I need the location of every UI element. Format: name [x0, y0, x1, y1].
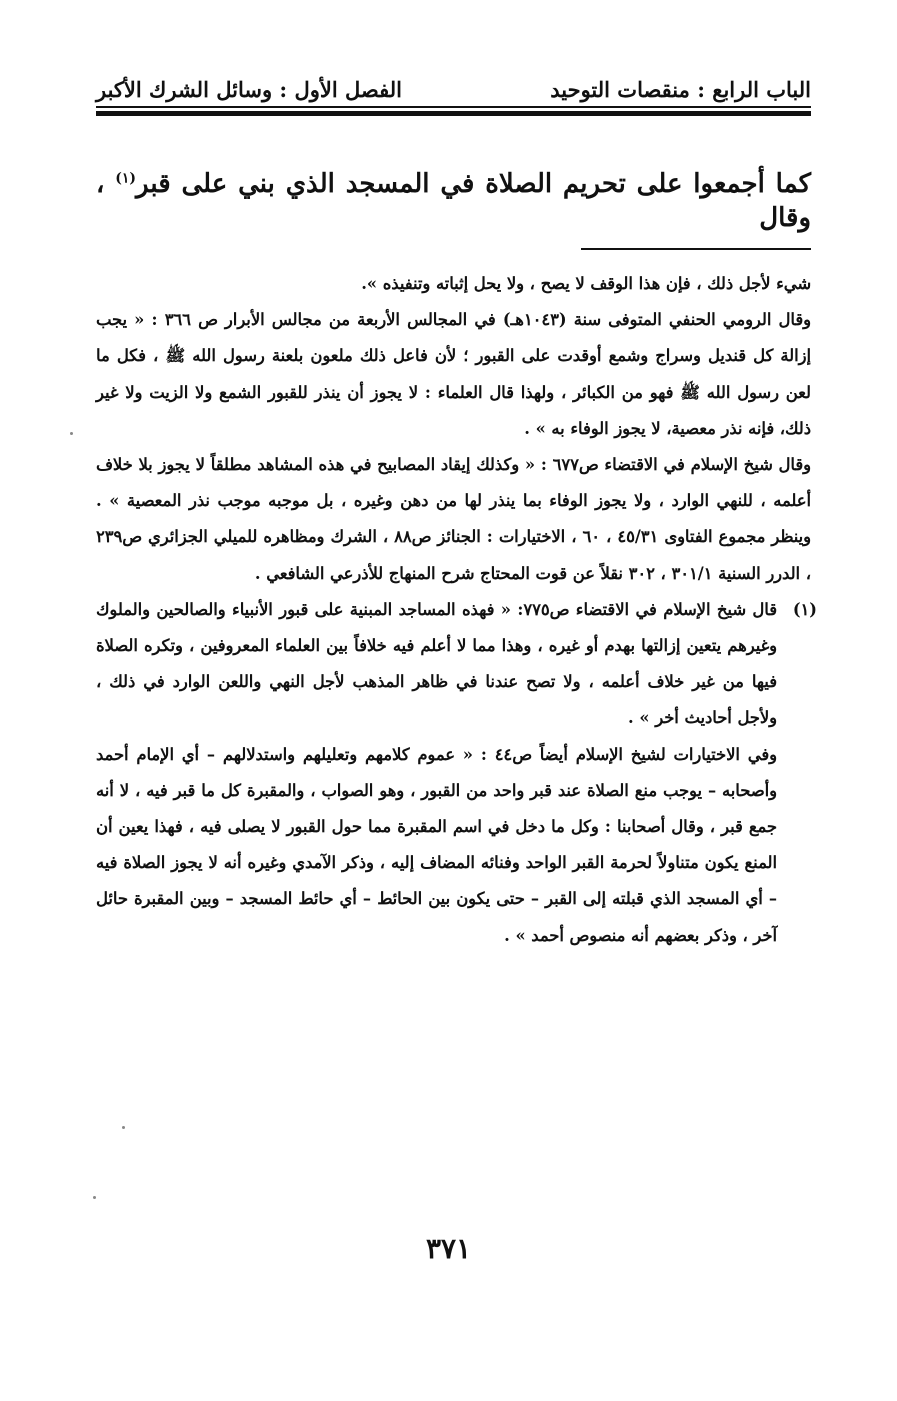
- footnotes: [96, 266, 817, 954]
- section-title: الفصل الأول : وسائل الشرك الأكبر: [96, 76, 402, 102]
- running-header: [96, 62, 811, 102]
- scan-speck: [93, 1196, 96, 1199]
- header-divider: [96, 106, 811, 116]
- footnote-continuation-paragraph: وقال شيخ الإسلام في الاقتضاء ص٦٧٧ : « وكذلك إيقاد المصابيح في هذه المشاهد مطلقاً لا يجوز بلا خلاف أعلمه ، للنهي الوارد ، ولا يجوز الوفاء بما ينذر لها من دهن وغيره ، بل موجبه موجب نذر المعصية » . وينظر مجموع الفتاوى ٤٥/٣١ ، ٦٠ ، الاختيارات : الجنائز ص٨٨ ، الشرك ومظاهره للميلي الجزائري ص٢٣٩ ، الدرر السنية ٣٠١/١ ، ٣٠٢ نقلاً عن قوت المحتاج شرح المنهاج للأذرعي الشافعي .: [96, 455, 811, 583]
- footnote-continuation-line: شيء لأجل ذلك ، فإن هذا الوقف لا يصح ، ولا يحل إثباته وتنفيذه ».: [361, 274, 811, 293]
- chapter-title: الباب الرابع : منقصات التوحيد: [550, 76, 811, 102]
- main-text-before: كما أجمعوا على تحريم الصلاة في المسجد الذي بني على قبر: [136, 169, 811, 199]
- header-rule-thin: [96, 106, 811, 108]
- main-text-after: ، وقال: [96, 169, 811, 233]
- footnote-paragraph: قال شيخ الإسلام في الاقتضاء ص٧٧٥: « فهذه المساجد المبنية على قبور الأنبياء والصالحين والملوك وغيرهم يتعين إزالتها بهدم أو غيره ، وهذا مما لا أعلم فيه خلافاً بين العلماء المعروفين ، وتكره الصلاة فيها من غير خلاف أعلمه ، ولا تصح عندنا في ظاهر المذهب لأجل النهي واللعن الوارد في ذلك ، ولأجل أحاديث أخر » .: [96, 599, 777, 728]
- page-number: ٣٧١: [425, 1232, 472, 1265]
- main-text: [96, 168, 811, 236]
- scan-speck: [122, 1126, 125, 1129]
- footnote-1: [96, 592, 817, 954]
- footnote-continuation-paragraph: وقال الرومي الحنفي المتوفى سنة (١٠٤٣هـ) في المجالس الأربعة من مجالس الأبرار ص ٣٦٦ : « يجب إزالة كل قنديل وسراج وشمع أوقدت على القبور ؛ لأن فاعل ذلك ملعون بلعنة رسول الله ﷺ ، فكل ما لعن رسول الله ﷺ فهو من الكبائر ، ولهذا قال العلماء : لا يجوز أن ينذر للقبور الشمع ولا الزيت ولا غير ذلك، فإنه نذر معصية، لا يجوز الوفاء به » .: [96, 310, 811, 438]
- header-rule-thick: [96, 111, 811, 116]
- scan-speck: [70, 432, 73, 435]
- footnote-paragraph: وفي الاختيارات لشيخ الإسلام أيضاً ص٤٤ : « عموم كلامهم وتعليلهم واستدلالهم – أي الإمام أحمد وأصحابه – يوجب منع الصلاة عند قبر واحد من القبور ، وهو الصواب ، والمقبرة كل ما قبر فيه ، لا أنه جمع قبر ، وقال أصحابنا : وكل ما دخل في اسم المقبرة مما حول القبور لا يصلى فيه ، فهذا يعين أن المنع يكون متناولاً لحرمة القبر الواحد وفنائه المضاف إليه ، وذكر الآمدي وغيره أنه لا يجوز الصلاة فيه – أي المسجد الذي قبلته إلى القبر – حتى يكون بين الحائط – أي حائط المسجد – وبين المقبرة حائل آخر ، وذكر بعضهم أنه منصوص أحمد » .: [96, 744, 777, 945]
- footnote-number: (١): [792, 599, 817, 619]
- footnote-marker: (١): [115, 170, 137, 187]
- footnote-separator: [581, 248, 811, 250]
